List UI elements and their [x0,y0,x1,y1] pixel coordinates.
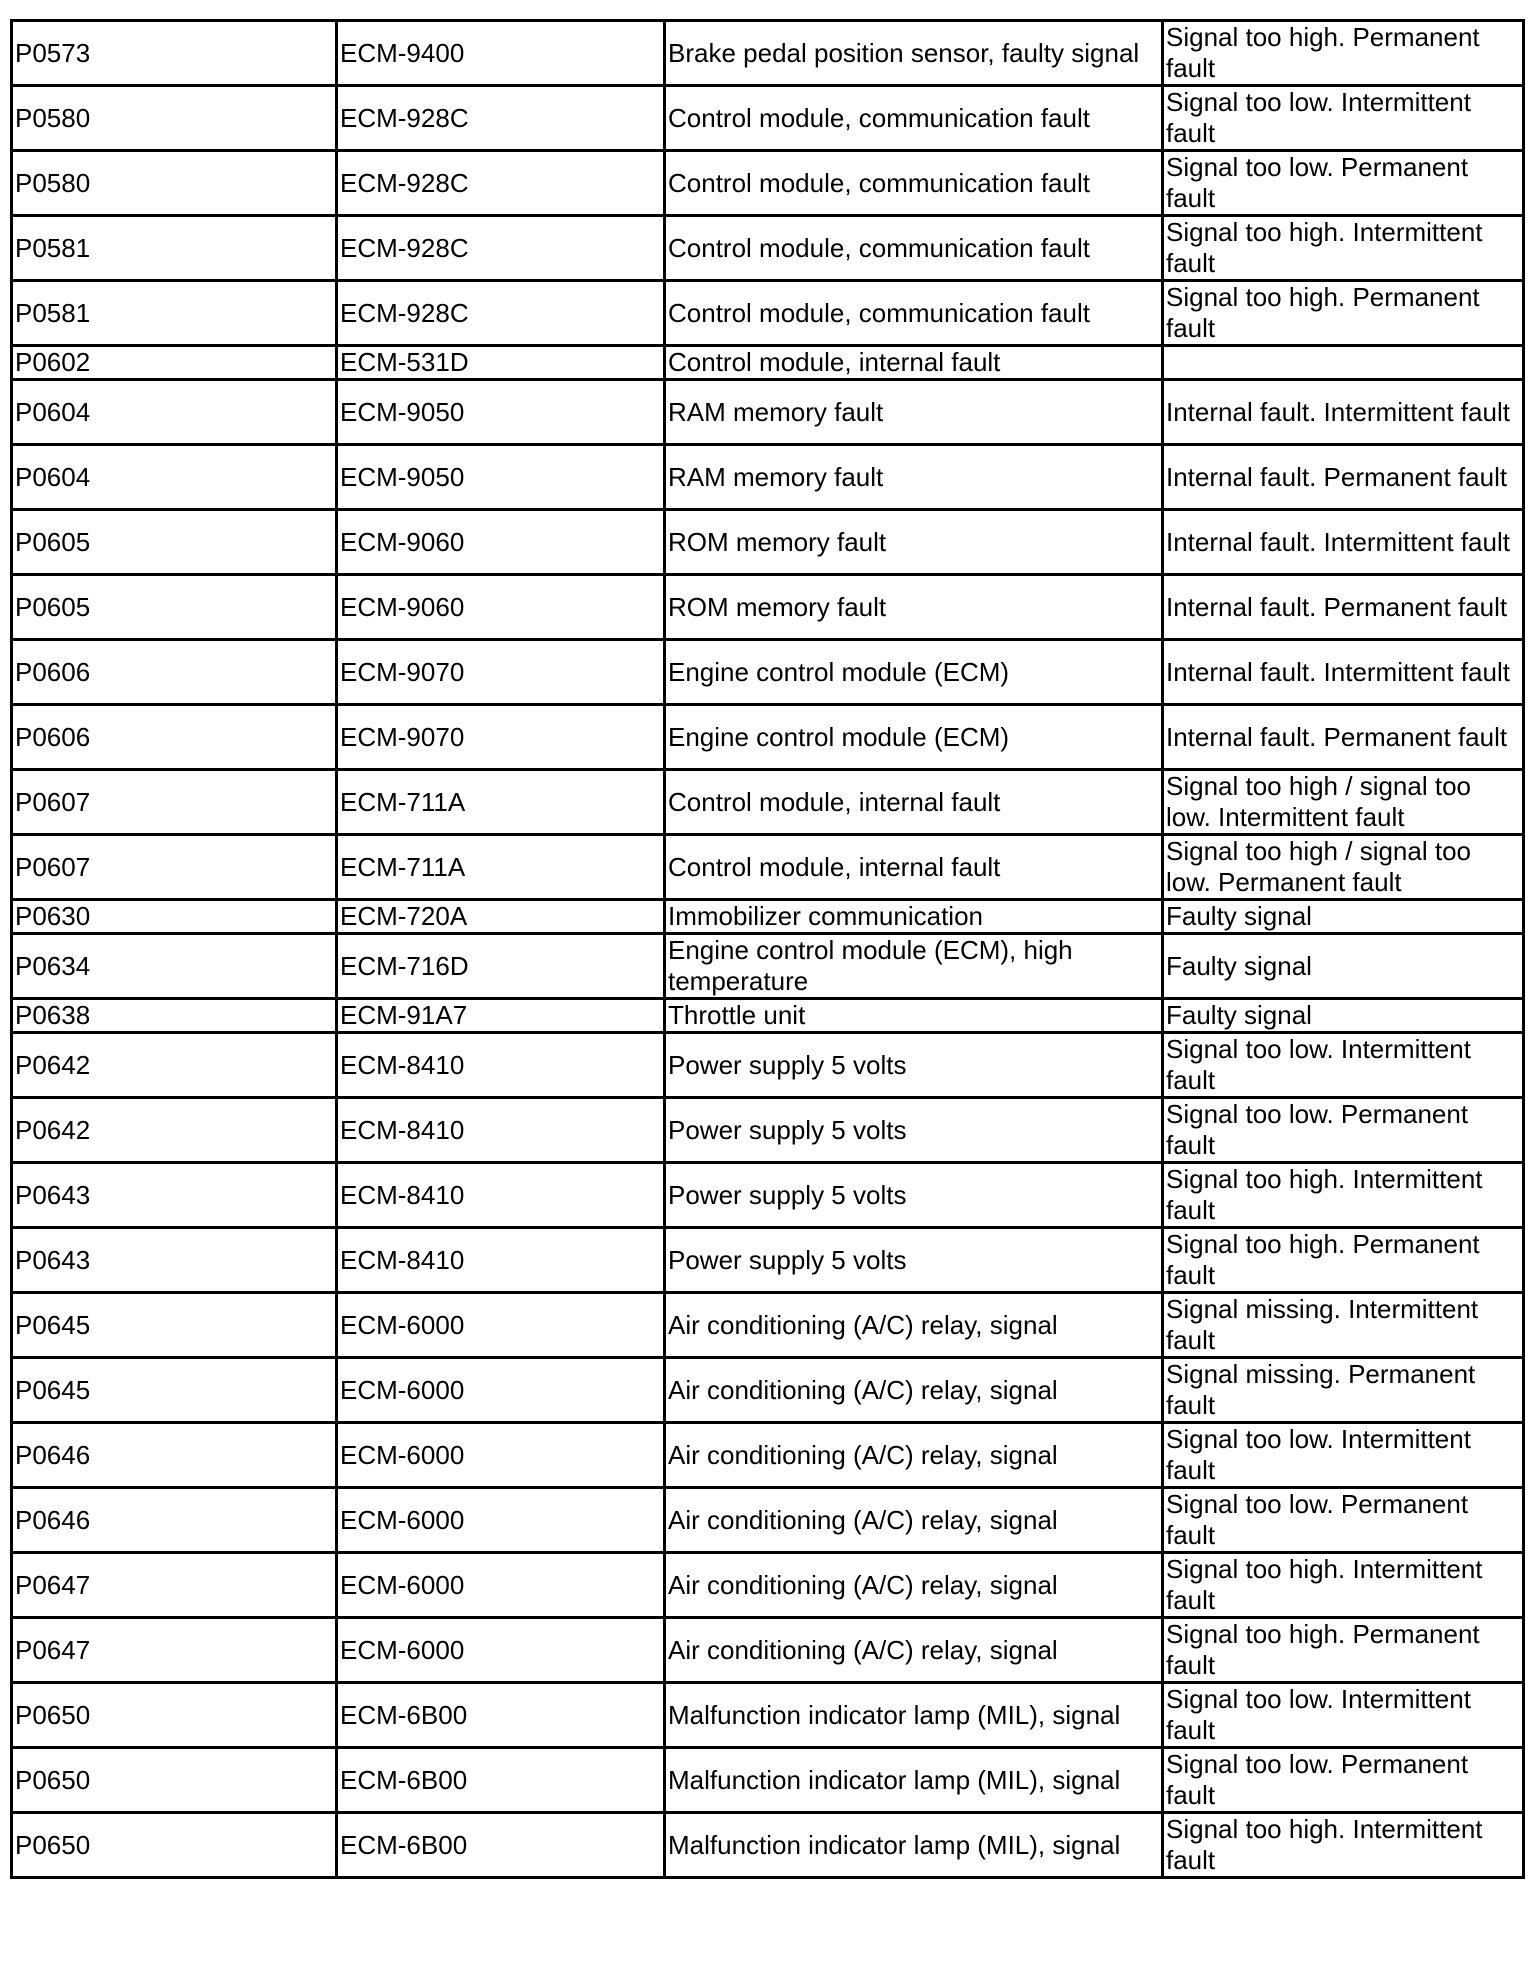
fault-type-cell: Faulty signal [1163,934,1524,999]
component-cell: Control module, internal fault [665,835,1163,900]
fault-type-cell: Faulty signal [1163,900,1524,934]
fault-type-cell: Signal too high. Permanent fault [1163,21,1524,86]
fault-type-cell: Signal too low. Intermittent fault [1163,86,1524,151]
fault-type-cell: Internal fault. Intermittent fault [1163,380,1524,445]
ecm-code-cell: ECM-720A [337,900,665,934]
table-row [12,1228,1524,1293]
component-cell: Control module, communication fault [665,216,1163,281]
dtc-code-cell: P0647 [12,1618,337,1683]
fault-type-cell: Internal fault. Permanent fault [1163,445,1524,510]
ecm-code-cell: ECM-6000 [337,1488,665,1553]
fault-type-cell: Signal too low. Permanent fault [1163,1098,1524,1163]
fault-type-cell: Signal too low. Intermittent fault [1163,1033,1524,1098]
fault-type-cell: Signal too high. Permanent fault [1163,1228,1524,1293]
table-row [12,1358,1524,1423]
table-row [12,900,1524,934]
table-row [12,86,1524,151]
ecm-code-cell: ECM-6000 [337,1553,665,1618]
component-cell: Air conditioning (A/C) relay, signal [665,1553,1163,1618]
fault-type-cell: Signal too low. Permanent fault [1163,1748,1524,1813]
dtc-code-cell: P0650 [12,1813,337,1878]
dtc-code-cell: P0581 [12,216,337,281]
fault-type-cell: Signal too low. Permanent fault [1163,151,1524,216]
dtc-code-cell: P0638 [12,999,337,1033]
dtc-code-cell: P0604 [12,380,337,445]
fault-type-cell [1163,346,1524,380]
component-cell: RAM memory fault [665,380,1163,445]
ecm-code-cell: ECM-9050 [337,445,665,510]
dtc-code-cell: P0645 [12,1358,337,1423]
fault-type-cell: Signal too high / signal too low. Intermittent fault [1163,770,1524,835]
component-cell: Air conditioning (A/C) relay, signal [665,1488,1163,1553]
table-row [12,1293,1524,1358]
fault-type-cell: Internal fault. Permanent fault [1163,705,1524,770]
fault-type-cell: Signal too high. Permanent fault [1163,1618,1524,1683]
dtc-code-cell: P0606 [12,705,337,770]
fault-type-cell: Signal too low. Permanent fault [1163,1488,1524,1553]
dtc-code-cell: P0642 [12,1033,337,1098]
ecm-code-cell: ECM-8410 [337,1228,665,1293]
ecm-code-cell: ECM-711A [337,770,665,835]
ecm-code-cell: ECM-9060 [337,575,665,640]
table-row [12,21,1524,86]
dtc-code-cell: P0573 [12,21,337,86]
fault-code-table [10,19,1525,1879]
ecm-code-cell: ECM-711A [337,835,665,900]
table-row [12,999,1524,1033]
ecm-code-cell: ECM-8410 [337,1163,665,1228]
component-cell: Power supply 5 volts [665,1098,1163,1163]
dtc-code-cell: P0581 [12,281,337,346]
dtc-code-cell: P0650 [12,1748,337,1813]
table-row [12,575,1524,640]
dtc-code-cell: P0643 [12,1163,337,1228]
ecm-code-cell: ECM-9070 [337,705,665,770]
table-row [12,1748,1524,1813]
ecm-code-cell: ECM-9050 [337,380,665,445]
ecm-code-cell: ECM-8410 [337,1098,665,1163]
dtc-code-cell: P0650 [12,1683,337,1748]
fault-type-cell: Signal too high. Intermittent fault [1163,1813,1524,1878]
component-cell: Engine control module (ECM) [665,640,1163,705]
fault-type-cell: Internal fault. Permanent fault [1163,575,1524,640]
component-cell: ROM memory fault [665,575,1163,640]
dtc-code-cell: P0604 [12,445,337,510]
component-cell: Engine control module (ECM) [665,705,1163,770]
table-row [12,445,1524,510]
fault-type-cell: Internal fault. Intermittent fault [1163,510,1524,575]
component-cell: Power supply 5 volts [665,1033,1163,1098]
fault-type-cell: Signal missing. Intermittent fault [1163,1293,1524,1358]
dtc-code-cell: P0630 [12,900,337,934]
fault-type-cell: Signal too high / signal too low. Permanent fault [1163,835,1524,900]
dtc-code-cell: P0642 [12,1098,337,1163]
component-cell: Air conditioning (A/C) relay, signal [665,1423,1163,1488]
table-row [12,1033,1524,1098]
fault-type-cell: Faulty signal [1163,999,1524,1033]
dtc-code-cell: P0643 [12,1228,337,1293]
component-cell: Brake pedal position sensor, faulty signal [665,21,1163,86]
ecm-code-cell: ECM-6B00 [337,1683,665,1748]
ecm-code-cell: ECM-928C [337,216,665,281]
dtc-code-cell: P0602 [12,346,337,380]
fault-type-cell: Signal too high. Intermittent fault [1163,1553,1524,1618]
fault-code-table-body [12,21,1524,1878]
dtc-code-cell: P0647 [12,1553,337,1618]
component-cell: Malfunction indicator lamp (MIL), signal [665,1748,1163,1813]
dtc-code-cell: P0645 [12,1293,337,1358]
table-row [12,1163,1524,1228]
fault-type-cell: Internal fault. Intermittent fault [1163,640,1524,705]
dtc-code-cell: P0607 [12,835,337,900]
ecm-code-cell: ECM-6000 [337,1618,665,1683]
fault-type-cell: Signal too low. Intermittent fault [1163,1683,1524,1748]
ecm-code-cell: ECM-716D [337,934,665,999]
component-cell: Control module, communication fault [665,86,1163,151]
dtc-code-cell: P0580 [12,151,337,216]
component-cell: Air conditioning (A/C) relay, signal [665,1293,1163,1358]
dtc-code-cell: P0634 [12,934,337,999]
component-cell: Power supply 5 volts [665,1228,1163,1293]
component-cell: Immobilizer communication [665,900,1163,934]
ecm-code-cell: ECM-6B00 [337,1813,665,1878]
ecm-code-cell: ECM-9060 [337,510,665,575]
ecm-code-cell: ECM-6000 [337,1293,665,1358]
component-cell: Power supply 5 volts [665,1163,1163,1228]
dtc-code-cell: P0646 [12,1423,337,1488]
table-row [12,1618,1524,1683]
ecm-code-cell: ECM-9400 [337,21,665,86]
component-cell: Air conditioning (A/C) relay, signal [665,1358,1163,1423]
ecm-code-cell: ECM-6000 [337,1423,665,1488]
ecm-code-cell: ECM-928C [337,281,665,346]
ecm-code-cell: ECM-9070 [337,640,665,705]
table-row [12,705,1524,770]
ecm-code-cell: ECM-6000 [337,1358,665,1423]
table-row [12,510,1524,575]
ecm-code-cell: ECM-8410 [337,1033,665,1098]
ecm-code-cell: ECM-531D [337,346,665,380]
dtc-code-cell: P0606 [12,640,337,705]
component-cell: Malfunction indicator lamp (MIL), signal [665,1683,1163,1748]
table-row [12,835,1524,900]
ecm-code-cell: ECM-91A7 [337,999,665,1033]
fault-type-cell: Signal too high. Permanent fault [1163,281,1524,346]
table-row [12,1488,1524,1553]
fault-type-cell: Signal too high. Intermittent fault [1163,216,1524,281]
component-cell: Control module, internal fault [665,346,1163,380]
table-row [12,281,1524,346]
component-cell: ROM memory fault [665,510,1163,575]
table-row [12,1423,1524,1488]
table-row [12,1813,1524,1878]
component-cell: RAM memory fault [665,445,1163,510]
table-row [12,934,1524,999]
ecm-code-cell: ECM-6B00 [337,1748,665,1813]
component-cell: Throttle unit [665,999,1163,1033]
ecm-code-cell: ECM-928C [337,86,665,151]
table-row [12,1553,1524,1618]
dtc-code-cell: P0580 [12,86,337,151]
component-cell: Control module, communication fault [665,281,1163,346]
dtc-code-cell: P0646 [12,1488,337,1553]
dtc-code-cell: P0607 [12,770,337,835]
component-cell: Malfunction indicator lamp (MIL), signal [665,1813,1163,1878]
component-cell: Air conditioning (A/C) relay, signal [665,1618,1163,1683]
fault-type-cell: Signal missing. Permanent fault [1163,1358,1524,1423]
table-row [12,770,1524,835]
ecm-code-cell: ECM-928C [337,151,665,216]
fault-type-cell: Signal too low. Intermittent fault [1163,1423,1524,1488]
dtc-code-cell: P0605 [12,575,337,640]
table-row [12,640,1524,705]
fault-type-cell: Signal too high. Intermittent fault [1163,1163,1524,1228]
table-row [12,216,1524,281]
component-cell: Engine control module (ECM), high temperature [665,934,1163,999]
table-row [12,380,1524,445]
table-row [12,1683,1524,1748]
component-cell: Control module, internal fault [665,770,1163,835]
table-row [12,1098,1524,1163]
component-cell: Control module, communication fault [665,151,1163,216]
table-row [12,151,1524,216]
dtc-code-cell: P0605 [12,510,337,575]
table-row [12,346,1524,380]
